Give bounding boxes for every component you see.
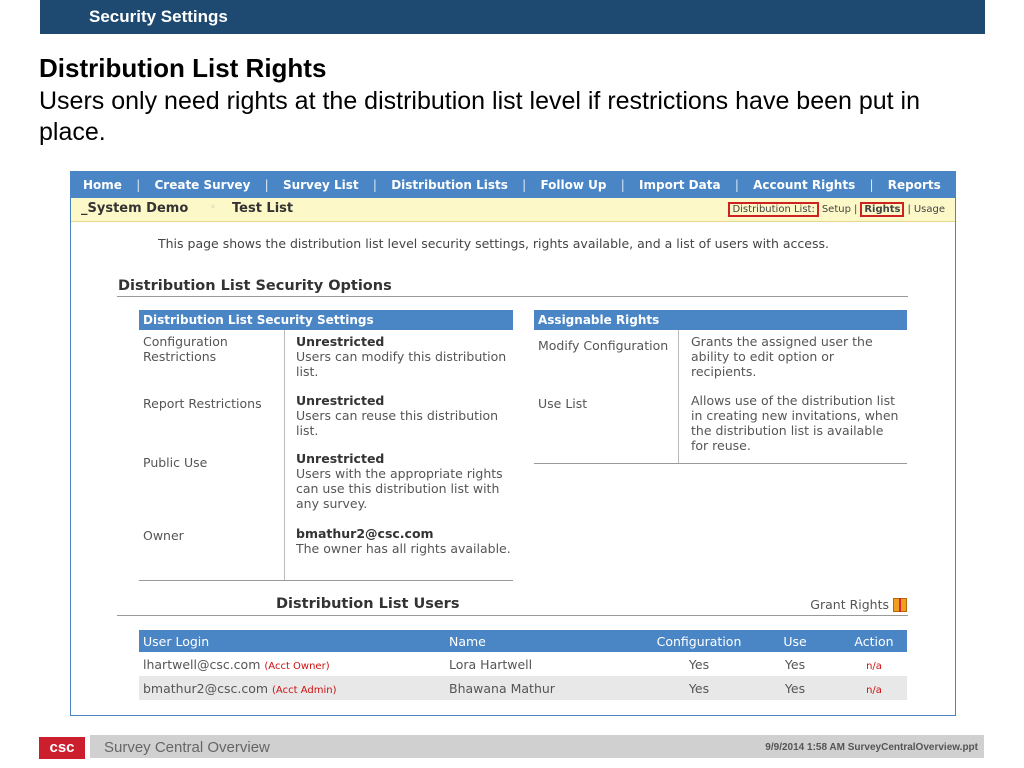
users-table-header [139,630,907,652]
col-configuration[interactable]: Configuration [649,630,749,652]
footer-title: Survey Central Overview [104,739,270,756]
user-configuration: Yes [649,676,749,700]
tab-separator: | [853,204,858,215]
breadcrumb [71,198,955,222]
user-action-cell [841,676,907,700]
security-options-heading: Distribution List Security Options [118,278,392,294]
setting-value-block [296,393,511,438]
nav-reports[interactable]: Reports [887,178,941,192]
nav-import-data[interactable]: Import Data [639,178,721,192]
intro-text: This page shows the distribution list level security settings, rights available, and a list of users with access. [158,236,829,251]
settings-column-divider [284,330,285,580]
user-configuration: Yes [688,656,710,672]
list-tabs [728,202,945,217]
tab-setup[interactable]: Setup [821,204,851,215]
user-use: Yes [784,656,806,672]
setting-value-block [296,526,511,556]
table-row [139,652,907,676]
setting-description: Users can modify this distribution list. [296,349,507,379]
breadcrumb-account[interactable]: _System Demo [81,201,189,216]
table-row [139,676,907,700]
breadcrumb-list: Test List [232,201,294,216]
user-login-cell [139,652,445,676]
setting-description: Users can reuse this distribution list. [296,408,499,438]
nav-home[interactable]: Home [83,178,122,192]
setting-label: Owner [143,528,184,543]
nav-separator: | [869,178,874,192]
breadcrumb-arrow-icon: ◦ [210,202,216,213]
setting-description: The owner has all rights available. [296,541,511,556]
nav-separator: | [136,178,141,192]
slide-subtitle: Users only need rights at the distribution list level if restrictions have been put in place. [39,87,921,146]
user-action: n/a [866,684,882,696]
nav-account-rights[interactable]: Account Rights [753,178,856,192]
right-name: Use List [538,396,588,411]
setting-description: Users with the appropriate rights can use this distribution list with any survey. [296,466,503,511]
setting-value: Unrestricted [296,393,385,408]
rights-table-bottom [534,463,907,464]
nav-separator: | [372,178,377,192]
nav-separator: | [264,178,269,192]
user-role: (Acct Admin) [272,684,337,696]
distribution-list-label: Distribution List: [728,202,818,217]
user-login-cell [139,676,445,700]
setting-value: Unrestricted [296,334,385,349]
slide-title: Distribution List Rights [39,53,327,83]
right-name: Modify Configuration [538,338,669,353]
nav-survey-list[interactable]: Survey List [282,178,359,192]
setting-owner-email: bmathur2@csc.com [296,526,434,541]
nav-separator: | [620,178,625,192]
users-table [139,630,907,700]
user-action-cell [841,652,907,676]
app-window [70,171,956,716]
rights-column-divider [678,330,679,464]
setting-label: Configuration Restrictions [143,334,228,364]
tab-rights[interactable]: Rights [860,202,904,217]
nav-distribution-lists[interactable]: Distribution Lists [391,178,508,192]
setting-value-block [296,334,511,379]
nav-follow-up[interactable]: Follow Up [540,178,607,192]
settings-table-bottom [139,580,513,581]
grant-rights-label: Grant Rights [810,597,889,612]
nav-separator: | [522,178,527,192]
user-role: (Acct Owner) [264,660,330,672]
nav-separator: | [734,178,739,192]
slide-header-bar [40,0,985,34]
users-heading: Distribution List Users [276,596,460,612]
settings-table-header: Distribution List Security Settings [139,310,513,330]
user-name: Lora Hartwell [449,656,533,672]
rights-table-header: Assignable Rights [534,310,907,330]
col-name[interactable]: Name [445,630,649,652]
user-login: lhartwell@csc.com [143,656,261,672]
user-use: Yes [749,676,841,700]
setting-value-block [296,451,511,511]
divider [117,296,908,297]
nav-create-survey[interactable]: Create Survey [154,178,251,192]
top-nav [71,172,955,198]
user-login: bmathur2@csc.com [143,680,269,696]
csc-logo: csc [39,737,85,759]
gift-icon [893,598,907,612]
col-use[interactable]: Use [749,630,841,652]
user-name: Bhawana Mathur [445,676,649,700]
right-description: Grants the assigned user the ability to edit option or recipients. [691,334,873,379]
setting-value: Unrestricted [296,451,385,466]
slide-header-title: Security Settings [89,7,228,26]
right-description: Allows use of the distribution list in creating new invitations, when the distribution list is available for reuse. [691,393,899,453]
col-user-login[interactable]: User Login [139,630,445,652]
col-action[interactable]: Action [841,630,907,652]
setting-label: Report Restrictions [143,396,262,411]
setting-label: Public Use [143,455,208,470]
tab-separator: | [907,204,911,215]
footer-meta: 9/9/2014 1:58 AM SurveyCentralOverview.ppt [765,742,978,753]
divider [117,615,908,616]
tab-usage[interactable]: Usage [913,204,945,215]
user-action: n/a [866,660,882,672]
grant-rights-button[interactable] [810,597,907,612]
